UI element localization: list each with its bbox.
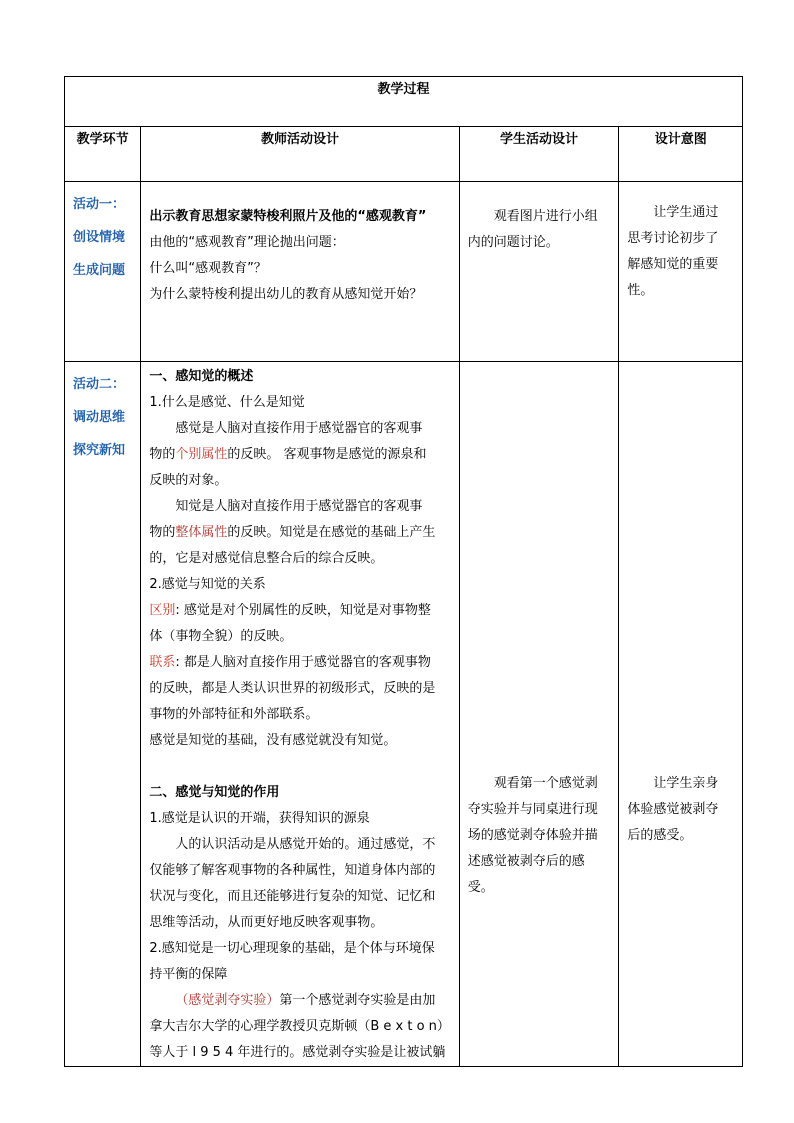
activity1-teacher-line: 由他的“感观教育”理论抛出问题： xyxy=(149,235,345,250)
blank-line xyxy=(149,754,452,780)
connection-line xyxy=(149,650,452,676)
activity1-intent-line: 解感知觉的重要 xyxy=(627,257,719,272)
section2-paragraph-line: 状况与变化，而且还能够进行复杂的知觉、记忆和 xyxy=(149,889,436,904)
activity2-stage-cell xyxy=(65,362,141,1067)
activity2-student-line: 述感觉被剥夺后的感受。 xyxy=(467,854,585,895)
activity2-intent-line: 体验感觉被剥夺 xyxy=(627,802,719,817)
activity1-student-line: 观看图片进行小组 xyxy=(493,209,598,224)
teaching-process-table xyxy=(64,76,743,1067)
header-teacher: 教师活动设计 xyxy=(141,127,459,182)
section1-heading: 一、感知觉的概述 xyxy=(149,369,254,384)
connection-line: 事物的外部特征和外部联系。 xyxy=(149,707,319,722)
text-run: 的反映。 客观事物是感觉的源泉和 xyxy=(227,447,427,462)
activity1-label-1: 活动一： xyxy=(73,197,126,212)
section1-paragraph-line: 反映的对象。 xyxy=(149,473,228,488)
difference-label: 区别 xyxy=(149,603,176,618)
activity1-intent-line: 思考讨论初步了 xyxy=(627,231,719,246)
text-run: 的反映。知觉是在感觉的基础上产生 xyxy=(227,525,436,540)
section2-heading: 二、感觉与知觉的作用 xyxy=(149,785,280,800)
blank-space xyxy=(627,362,734,771)
activity1-label-2: 创设情境 xyxy=(73,230,126,245)
text-run: 第一个感觉剥夺实验是由加 xyxy=(279,993,436,1008)
header-stage: 教学环节 xyxy=(65,127,141,182)
experiment-line: 拿大吉尔大学的心理学教授贝克斯顿（B e x t o n） xyxy=(149,1019,450,1034)
section1-paragraph-line: 知觉是人脑对直接作用于感觉器官的客观事 xyxy=(175,499,423,514)
difference-line xyxy=(149,598,452,624)
section1-subheading-2: 2.感觉与知觉的关系 xyxy=(149,577,266,592)
blank-space xyxy=(468,362,611,771)
activity2-intent-line: 让学生亲身 xyxy=(653,776,719,791)
activity2-teacher-cell xyxy=(141,362,459,1067)
header-intent: 设计意图 xyxy=(619,127,743,182)
activity1-intent-line: 让学生通过 xyxy=(653,205,719,220)
activity1-label-3: 生成问题 xyxy=(73,263,126,278)
section2-paragraph-line: 人的认识活动是从感觉开始的。通过感觉，不 xyxy=(175,837,436,852)
activity2-label-1: 活动二： xyxy=(73,377,126,392)
connection-label: 联系 xyxy=(149,655,176,670)
activity1-student-cell xyxy=(459,182,619,362)
section2-subheading-1: 1.感觉是认识的开端，获得知识的源泉 xyxy=(149,811,370,826)
activity2-label-3: 探究新知 xyxy=(73,443,126,458)
activity1-student-line: 内的问题讨论。 xyxy=(467,235,559,250)
activity1-teacher-cell xyxy=(141,182,459,362)
activity1-stage-cell xyxy=(65,182,141,362)
section1-paragraph-line: 感觉是人脑对直接作用于感觉器官的客观事 xyxy=(175,421,423,436)
section1-subheading-1: 1.什么是感觉、什么是知觉 xyxy=(149,395,305,410)
experiment-line xyxy=(149,988,452,1014)
table-title: 教学过程 xyxy=(65,77,743,127)
table-header-row xyxy=(65,127,743,182)
section1-paragraph-line xyxy=(149,442,452,468)
activity1-teacher-line: 出示教育思想家蒙特梭利照片及他的“感观教育” xyxy=(149,209,427,224)
section2-paragraph-line: 思维等活动，从而更好地反映客观事物。 xyxy=(149,915,384,930)
table-title-row xyxy=(65,77,743,127)
text-run: 物的 xyxy=(149,525,176,540)
experiment-line: 等人于 l 9 5 4 年进行的。感觉剥夺实验是让被试躺 xyxy=(149,1045,446,1060)
highlight-overall-attribute: 整体属性 xyxy=(175,525,228,540)
table-row-activity2 xyxy=(65,362,743,1067)
text-run: 物的 xyxy=(149,447,176,462)
activity1-teacher-line: 什么叫“感观教育”？ xyxy=(149,261,267,276)
activity1-intent-cell xyxy=(619,182,743,362)
activity1-teacher-line: 为什么蒙特梭利提出幼儿的教育从感知觉开始？ xyxy=(149,287,423,302)
activity2-intent-cell xyxy=(619,362,743,1067)
activity2-student-cell xyxy=(459,362,619,1067)
section1-paragraph-line: 的，它是对感觉信息整合后的综合反映。 xyxy=(149,551,384,566)
difference-line: 体（事物全貌）的反映。 xyxy=(149,629,293,644)
text-run: : 都是人脑对直接作用于感觉器官的客观事物 xyxy=(175,655,431,670)
basis-line: 感觉是知觉的基础，没有感觉就没有知觉。 xyxy=(149,733,397,748)
activity2-label-2: 调动思维 xyxy=(73,410,126,425)
table-row-activity1 xyxy=(65,182,743,362)
activity2-student-line: 夺实验并与同桌进行现 xyxy=(467,802,598,817)
connection-line: 的反映，都是人类认识世界的初级形式，反映的是 xyxy=(149,681,436,696)
section2-paragraph-line: 仅能够了解客观事物的各种属性，知道身体内部的 xyxy=(149,863,436,878)
section2-subheading-2: 持平衡的保障 xyxy=(149,967,228,982)
header-student: 学生活动设计 xyxy=(459,127,619,182)
section1-paragraph-line xyxy=(149,520,452,546)
experiment-label: （感觉剥夺实验） xyxy=(175,993,280,1008)
highlight-individual-attribute: 个别属性 xyxy=(175,447,228,462)
section2-subheading-2: 2.感知觉是一切心理现象的基础，是个体与环境保 xyxy=(149,941,435,956)
activity1-intent-line: 性。 xyxy=(627,283,654,298)
activity2-student-line: 场的感觉剥夺体验并描 xyxy=(467,828,598,843)
activity2-student-line: 观看第一个感觉剥 xyxy=(493,776,598,791)
activity2-intent-line: 后的感受。 xyxy=(627,828,693,843)
text-run: : 感觉是对个别属性的反映，知觉是对事物整 xyxy=(175,603,431,618)
